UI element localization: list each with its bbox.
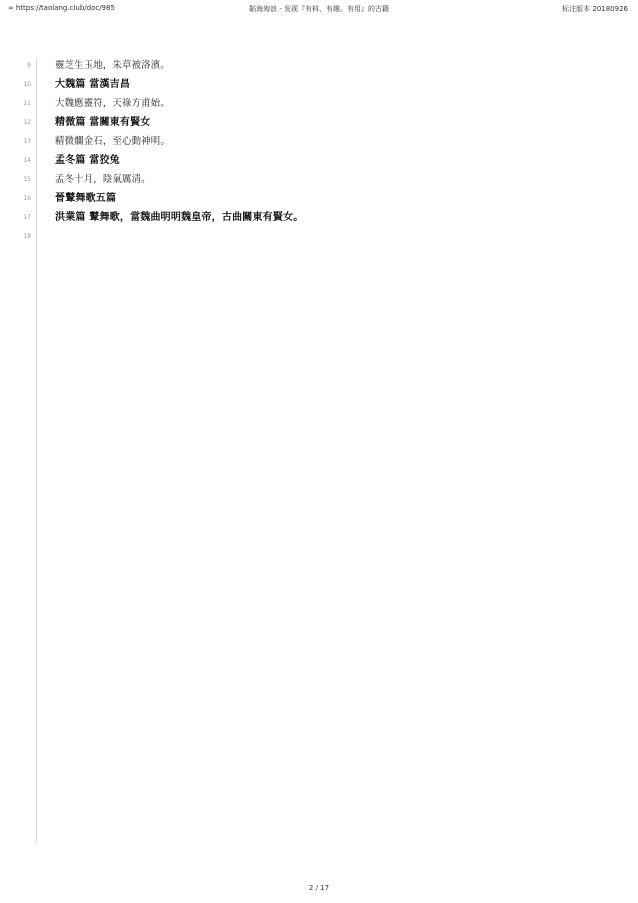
heading-text: 孟冬篇 當狡兔 [55, 155, 120, 166]
source-url-text: https://taolang.club/doc/985 [15, 4, 115, 12]
section-heading-16 [23, 191, 589, 210]
paragraph-18 [23, 229, 589, 240]
paragraph-text: 大魏應靈符，天祿方甫始。 [55, 98, 170, 109]
heading-text: 晉鼙舞歌五篇 [55, 193, 117, 204]
section-heading-12 [23, 115, 589, 134]
paragraph-11 [23, 96, 589, 115]
paragraph-number: 10 [23, 81, 31, 88]
heading-text: 洪業篇 鼙舞歌，當魏曲明明魏皇帝，古曲關東有賢女。 [55, 212, 304, 223]
paragraph-text: 精微爛金石，至心動神明。 [55, 136, 170, 147]
paragraph-number: 13 [23, 138, 31, 145]
paragraph-number: 18 [23, 233, 31, 240]
document-body [23, 58, 589, 843]
paragraph-text: 孟冬十月，陰氣厲清。 [55, 174, 151, 185]
section-heading-14 [23, 153, 589, 172]
paragraph-number: 9 [27, 62, 31, 69]
paragraph-number: 15 [23, 176, 31, 183]
paragraph-number: 16 [23, 195, 31, 202]
paragraph-number: 14 [23, 157, 31, 164]
page-footer [0, 884, 638, 892]
paragraph-number: 17 [23, 214, 31, 221]
link-icon: ∞ [8, 4, 14, 12]
paragraph-9 [27, 58, 589, 77]
paragraph-text: 靈芝生玉地，朱草被洛濱。 [55, 60, 170, 71]
page-header-title: 韜海淘浪 - 发现『有料、有趣、有用』的古籍 [249, 5, 389, 13]
page-number: 2 / 17 [308, 884, 330, 892]
paragraph-number: 11 [23, 100, 31, 107]
paragraph-13 [23, 134, 589, 153]
heading-text: 精微篇 當關東有賢女 [55, 117, 151, 128]
section-heading-10 [23, 77, 589, 96]
version-label: 标注版本 20180926 [562, 5, 628, 13]
page-header [0, 0, 638, 16]
paragraph-number: 12 [23, 119, 31, 126]
section-heading-17 [23, 210, 589, 229]
heading-text: 大魏篇 當漢吉昌 [55, 79, 131, 90]
paragraph-15 [23, 172, 589, 191]
